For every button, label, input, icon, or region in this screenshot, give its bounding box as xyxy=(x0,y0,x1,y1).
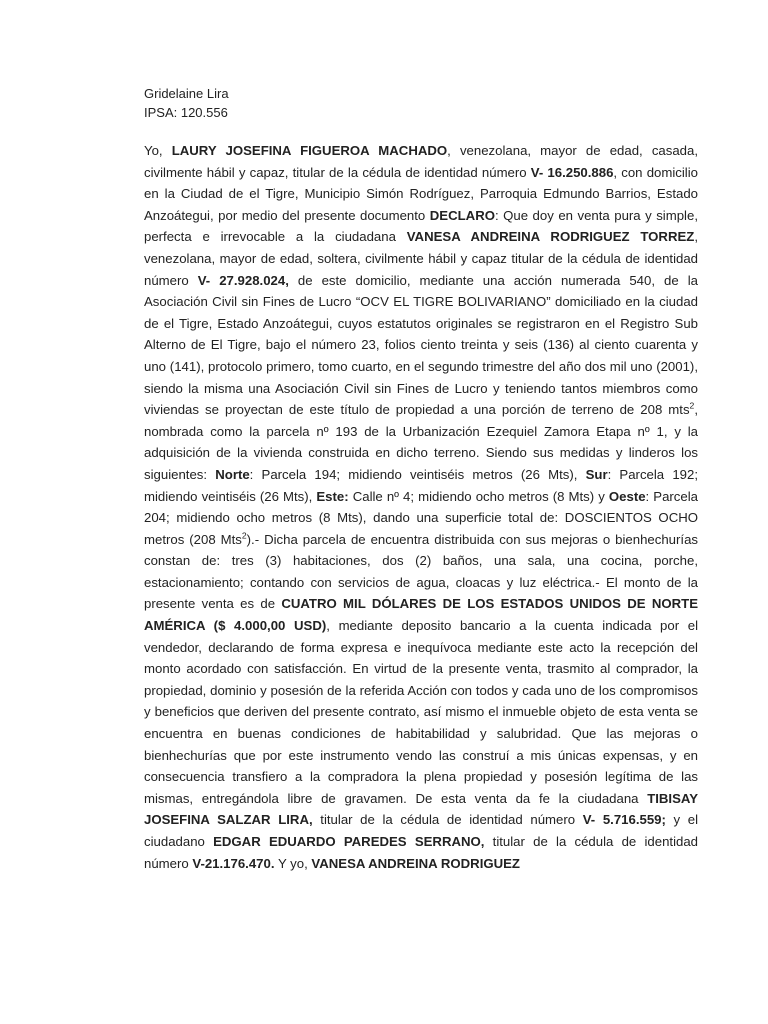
text-run: y el ciudadano xyxy=(144,812,699,849)
text-run: Y yo, xyxy=(274,855,312,871)
seller-name: LAURY JOSEFINA FIGUEROA MACHADO xyxy=(171,143,448,158)
witness-1-id: V- 5.716.559; xyxy=(582,812,666,828)
text-run: , venezolana, mayor de edad, soltera, civilmente hábil y capaz titular de la cédula de identidad número xyxy=(144,229,699,288)
document-header xyxy=(144,84,704,122)
superscript: 2 xyxy=(241,530,247,541)
text-run: , nombrada como la parcela nº 193 de la Urbanización Ezequiel Zamora Etapa nº 1, y la adquisición de la vivienda construida en dicho terreno. Siendo sus medidas y linderos los siguientes: xyxy=(144,402,698,482)
text-run: , con domicilio en la Ciudad de el Tigre, Municipio Simón Rodríguez, Parroquia Edmundo Barrios, Estado Anzoátegui, por medio del presente documento xyxy=(144,164,698,223)
buyer-name: VANESA ANDREINA RODRIGUEZ TORREZ xyxy=(406,229,695,245)
text-run: , venezolana, mayor de edad, casada, civilmente hábil y capaz, titular de la cédula de identidad número xyxy=(144,143,699,180)
text-run: titular de la cédula de identidad número xyxy=(312,812,583,828)
buyer-id: V- 27.928.024, xyxy=(197,272,289,288)
sale-amount: CUATRO MIL DÓLARES DE LOS ESTADOS UNIDOS DE NORTE AMÉRICA ($ 4.000,00 USD) xyxy=(144,596,698,634)
text-run: : Parcela 204; midiendo ocho metros (8 Mts), dando una superficie total de: DOSCIENTOS OCHO metros (208 Mts xyxy=(144,488,698,547)
witness-2-id: V-21.176.470. xyxy=(192,855,275,871)
boundary-west: Oeste xyxy=(608,488,646,504)
witness-1-name: TIBISAY JOSEFINA SALZAR LIRA, xyxy=(144,790,698,828)
text-run: : Que doy en venta pura y simple, perfecta e irrevocable a la ciudadana xyxy=(144,207,698,245)
boundary-north: Norte xyxy=(215,466,250,482)
boundary-south: Sur xyxy=(585,466,608,482)
text-run: Calle nº 4; midiendo ocho metros (8 Mts) y xyxy=(348,488,609,504)
ipsa-number: IPSA: 120.556 xyxy=(144,105,228,120)
text-run: ).- Dicha parcela de encuentra distribuida con sus mejoras o bienhechurías constan de: tres (3) habitaciones, dos (2) baños, una sala, una cocina, porche, estacionamiento; contando con servicios de agua, cloacas y luz eléctrica.- El monto de la presente venta es de xyxy=(144,531,698,612)
text-run: : Parcela 194; midiendo veintiséis metros (26 Mts), xyxy=(249,466,586,482)
buyer-name-repeat: VANESA ANDREINA RODRIGUEZ xyxy=(311,855,520,871)
boundary-east: Este: xyxy=(316,488,349,504)
declaration-paragraph xyxy=(144,140,698,874)
text-run: de este domicilio, mediante una acción numerada 540, de la Asociación Civil sin Fines de Lucro “OCV EL TIGRE BOLIVARIANO” domiciliado en la ciudad de el Tigre, Estado Anzoátegui, cuyos estatutos originales se registraron en el Registro Sub Alterno de El Tigre, bajo el número 23, folios ciento treinta y seis (136) al ciento cuarenta y uno (141), protocolo primero, tomo cuarto, en el segundo trimestre del año dos mil uno (2001), siendo la misma una Asociación Civil sin Fines de Lucro y teniendo tantos miembros como viviendas se proyectan de este título de propiedad a una porción de terreno de 208 mts xyxy=(144,272,698,418)
text-run: titular de la cédula de identidad número xyxy=(144,834,698,871)
declaro-keyword: DECLARO xyxy=(429,207,495,223)
superscript: 2 xyxy=(689,400,695,411)
text-run: Yo, xyxy=(144,143,172,158)
witness-2-name: EDGAR EDUARDO PAREDES SERRANO, xyxy=(213,834,485,849)
author-name: Gridelaine Lira xyxy=(144,86,229,101)
text-run: , mediante deposito bancario a la cuenta indicada por el vendedor, declarando de forma expresa e inequívoca mediante este acto la recepción del monto acordado con satisfacción. En virtud de la presente venta, trasmito al comprador, la propiedad, dominio y posesión de la referida Acción con todos y cada uno de los compromisos y beneficios que deriven del presente contrato, así mismo el inmueble objeto de esta venta se encuentra en buenas condiciones de habitabilidad y salubridad. Que las mejoras o bienhechurías que por este instrumento vendo las construí a mis únicas expensas, y en consecuencia transfiero a la compradora la plena propiedad y posesión legítima de las mismas, entregándola libre de gravamen. De esta venta da fe la ciudadana xyxy=(144,618,698,806)
seller-id: V- 16.250.886 xyxy=(530,164,614,180)
text-run: : Parcela 192; midiendo veintiséis (26 Mts), xyxy=(144,466,698,504)
